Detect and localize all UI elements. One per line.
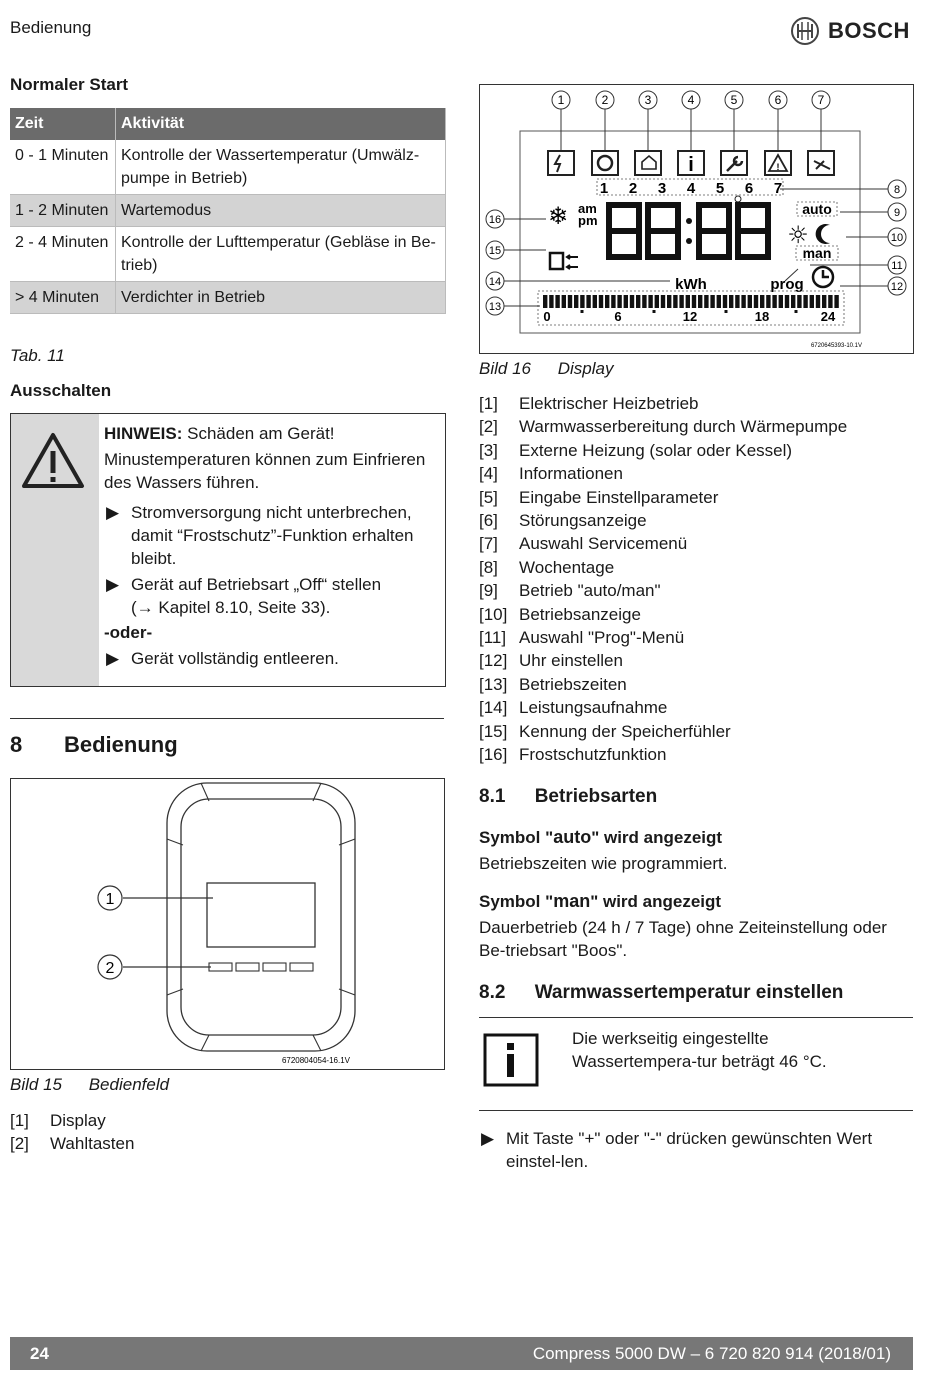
caption-text: Bedienfeld [88,1075,170,1094]
legend-text: Betrieb "auto/man" [519,581,661,601]
section-82-heading [479,982,843,1004]
control-panel-figure [10,778,445,1070]
legend-item [479,415,847,438]
time-segment [642,295,646,308]
legend-item [479,509,847,532]
callout-1-label: 1 [105,891,115,908]
info-icon [483,1033,539,1087]
time-segment [816,295,820,308]
section-number: 8 [10,732,23,757]
callout-2-label: 2 [601,93,609,107]
bullet-item [104,501,439,570]
heading-prefix: Symbol " [479,892,554,911]
heading-suffix: " wird angezeigt [590,892,722,911]
man-text: Dauerbetrieb (24 h / 7 Tage) ohne Zeiteinstellung oder Be-triebsart "Boos". [479,918,887,960]
time-segment [599,295,603,308]
display-figure [479,84,914,354]
legend-number: [11] [479,628,507,648]
fig15-caption [10,1073,169,1096]
legend-item [479,603,847,626]
legend-item [479,486,847,509]
callout-5-label: 5 [730,93,738,107]
auto-label: auto [802,201,832,217]
legend-item [10,1132,134,1155]
svg-text:!: ! [776,162,780,172]
callout-11-label: 11 [891,260,903,272]
section-81-heading [479,786,657,808]
legend-item [479,626,847,649]
legend-number: [12] [479,651,508,671]
time-segment [704,295,708,308]
legend-item [479,720,847,743]
legend-number: [8] [479,557,498,577]
time-segment [698,295,702,308]
legend-number: [2] [479,417,498,437]
legend-item [479,696,847,719]
legend-text: Wochentage [519,557,615,577]
legend-item [479,462,847,485]
bullet-item [104,647,439,670]
time-segment [828,295,832,308]
time-segment [611,295,615,308]
seven-segment-display [609,205,768,257]
legend-text: Betriebszeiten [519,674,627,694]
time-segment [555,295,559,308]
man-heading [479,890,721,913]
prog-label: prog [770,276,804,293]
bosch-armature-icon [790,16,820,46]
time-segment [710,295,714,308]
scale-tick-label: 18 [754,309,770,324]
legend-item [10,1109,134,1132]
legend-number: [5] [479,487,498,507]
warning-icon [21,432,85,490]
time-segment [735,295,739,308]
legend-item [479,556,847,579]
time-segment [772,295,776,308]
time-segment [605,295,609,308]
time-segment [729,295,733,308]
caption-number: Bild 15 [10,1075,62,1094]
section-title: Betriebsarten [534,786,658,807]
fig15-legend [10,1109,134,1156]
top-callouts [552,91,830,151]
kwh-label: kWh [675,276,707,293]
time-segment [679,295,683,308]
heading-prefix: Symbol " [479,828,554,847]
triangle-bullet-icon: ▶ [106,575,120,594]
triangle-bullet-icon: ▶ [106,503,120,522]
storage-sensor-icon [550,253,563,269]
scale-dot [653,310,656,313]
legend-text: Display [50,1111,106,1130]
legend-number: [9] [479,581,498,601]
legend-number: [3] [479,440,498,460]
time-segment [686,295,690,308]
scale-dot [581,310,584,313]
legend-number: [1] [479,394,498,413]
time-segment [785,295,789,308]
bullet-item [479,1127,926,1173]
bullet-item [104,573,439,619]
notice-title: Schäden am Gerät! [182,424,335,443]
legend-item [479,743,847,766]
callout-15-label: 15 [488,245,502,257]
bullet-text: Gerät auf Betriebsart „Off“ stellen [131,575,382,594]
callout-10-label: 10 [890,232,904,244]
legend-number: [1] [10,1111,29,1130]
start-table [10,108,446,314]
weekday-label: 1 [599,180,609,197]
bullet-text: Gerät vollständig entleeren. [131,649,339,668]
scale-tick-label: 12 [682,309,698,324]
operating-times-bar [543,295,839,308]
legend-number: [13] [479,674,508,694]
section-number: 8.2 [479,982,506,1003]
legend-text: Elektrischer Heizbetrieb [519,394,699,413]
auto-text: Betriebszeiten wie programmiert. [479,854,728,873]
fig16-caption [479,357,613,380]
time-segment [593,295,597,308]
time-segment [568,295,572,308]
time-segment [760,295,764,308]
legend-number: [15] [479,721,508,741]
external-heating-icon [635,151,661,175]
time-segment [667,295,671,308]
weekday-label: 2 [628,180,638,197]
man-symbol: man [553,891,591,911]
time-segment [692,295,696,308]
bullet-text: Stromversorgung nicht unterbrechen, damit “Frostschutz”-Funktion erhalten bleibt. [131,503,414,568]
weekday-label: 7 [773,180,783,197]
notice-sidebar [11,414,99,686]
triangle-bullet-icon: ▶ [481,1129,495,1148]
time-segment [574,295,578,308]
callout-13-label: 13 [488,301,502,313]
section-title: Bedienung [64,732,178,757]
info-rule-bottom [479,1110,913,1111]
bosch-logo [790,16,910,46]
legend-number: [14] [479,698,508,718]
table-cell: Wartemodus [116,195,446,227]
control-panel-drawing [11,779,444,1069]
table-cell: 2 - 4 Minuten [10,227,116,282]
fig16-legend [479,392,847,767]
caption-number: Bild 16 [479,359,531,378]
legend-text: Frostschutzfunktion [519,745,667,765]
bullet-text: Mit Taste "+" oder "-" drücken gewünschten Wert einstel-len. [506,1129,873,1171]
notice-label: HINWEIS: [104,424,183,443]
figure-code: 6720645393-10.1V [810,343,862,349]
table-cell: Kontrolle der Lufttemperatur (Gebläse in Be-trieb) [116,227,446,282]
section-number: 8.1 [479,786,506,807]
weekday-label: 4 [686,180,696,197]
oder-label: -oder- [104,623,153,642]
time-segment [617,295,621,308]
callout-4-label: 4 [687,93,695,107]
auto-symbol: auto [553,827,592,847]
page-number: 24 [30,1344,49,1363]
legend-number: [7] [479,534,498,554]
legend-item [479,532,847,555]
time-segment [723,295,727,308]
svg-text:i: i [688,154,694,176]
callout-3-label: 3 [644,93,652,107]
legend-number: [6] [479,511,498,531]
table-row [10,195,446,227]
legend-text: Auswahl "Prog"-Menü [519,628,685,648]
legend-text: Kennung der Speicherfühler [519,721,731,741]
info-rule-top [479,1017,913,1018]
time-segment [810,295,814,308]
time-segment [586,295,590,308]
heading-suffix: " wird angezeigt [591,828,723,847]
snowflake-icon: ❄ [547,202,569,230]
caption-text: Display [557,359,614,378]
moon-icon [816,224,830,244]
legend-text: Leistungsaufnahme [519,698,668,718]
table-row [10,140,446,195]
legend-number: [16] [479,745,508,765]
time-segment [754,295,758,308]
col-aktivitaet: Aktivität [116,108,446,140]
legend-text: Uhr einstellen [519,651,623,671]
time-segment [748,295,752,308]
callout-8-label: 8 [893,184,901,196]
time-segment [580,295,584,308]
legend-text: Informationen [519,464,623,484]
time-segment [803,295,807,308]
auto-heading [479,826,722,849]
scale-dot [725,310,728,313]
triangle-bullet-icon: ▶ [106,649,120,668]
info-text: Die werkseitig eingestellte Wassertempera-tur beträgt 46 °C. [572,1029,827,1071]
running-header: Bedienung [10,18,92,37]
document-reference: Compress 5000 DW – 6 720 820 914 (2018/01) [532,1344,891,1363]
callout-1-label: 1 [557,93,565,107]
normal-start-heading: Normaler Start [10,75,129,94]
section-rule [10,718,444,719]
weekday-label: 5 [715,180,725,197]
notice-box [10,413,446,687]
table-cell: Kontrolle der Wassertemperatur (Umwälz-pumpe in Betrieb) [116,140,446,195]
legend-text: Störungsanzeige [519,511,647,531]
brand-name: BOSCH [828,18,910,43]
legend-item [479,439,847,462]
sun-icon: ☼ [787,221,809,249]
legend-number: [10] [479,604,508,624]
time-segment [630,295,634,308]
time-segment [543,295,547,308]
time-segment [549,295,553,308]
notice-title-line [104,422,439,445]
table-cell: 1 - 2 Minuten [10,195,116,227]
heat-pump-icon [592,151,618,175]
callout-14-label: 14 [488,276,502,288]
legend-number: [4] [479,464,498,484]
time-segment [822,295,826,308]
legend-text: Wahltasten [50,1134,135,1154]
section-title: Warmwassertemperatur einstellen [534,982,844,1003]
scale-tick-label: 0 [543,309,551,324]
weekday-label: 6 [744,180,754,197]
weekday-label: 3 [657,180,667,197]
legend-text: Warmwasserbereitung durch Wärmepumpe [519,417,848,437]
callout-7-label: 7 [817,93,825,107]
callout-2-label: 2 [105,960,115,977]
time-segment [661,295,665,308]
time-segment [834,295,838,308]
page-footer [10,1337,913,1370]
callout-9-label: 9 [893,207,901,219]
man-label: man [802,245,832,261]
table-cell: Verdichter in Betrieb [116,282,446,314]
scale-tick-label: 24 [820,309,836,324]
time-segment [717,295,721,308]
time-segment [797,295,801,308]
table-cell: > 4 Minuten [10,282,116,314]
legend-text: Externe Heizung (solar oder Kessel) [519,440,793,460]
time-segment [562,295,566,308]
legend-number: [2] [10,1134,29,1154]
time-segment [636,295,640,308]
ausschalten-heading: Ausschalten [10,381,112,400]
legend-item [479,673,847,696]
legend-text: Auswahl Servicemenü [519,534,688,554]
table-header [10,108,446,140]
callout-6-label: 6 [774,93,782,107]
table-row [10,282,446,314]
scale-tick-label: 6 [614,309,622,324]
display-drawing [480,85,913,353]
time-segment [791,295,795,308]
time-segment [673,295,677,308]
legend-text: Eingabe Einstellparameter [519,487,719,507]
time-segment [766,295,770,308]
table-row [10,227,446,282]
chapter-reference: (→ Kapitel 8.10, Seite 33). [131,598,331,617]
callout-12-label: 12 [890,281,904,293]
legend-item [479,579,847,602]
table-cell: 0 - 1 Minuten [10,140,116,195]
legend-item [479,392,847,415]
legend-text: Betriebsanzeige [519,604,641,624]
time-segment [655,295,659,308]
weekday-row [600,180,782,197]
col-zeit: Zeit [10,108,116,140]
time-segment [741,295,745,308]
time-segment [779,295,783,308]
time-segment [648,295,652,308]
am-label: am [578,201,597,216]
time-segment [624,295,628,308]
table-caption: Tab. 11 [10,346,65,365]
figure-code: 6720804054-16.1V [281,1056,350,1065]
callout-16-label: 16 [488,214,502,226]
legend-item [479,649,847,672]
notice-text: Minustemperaturen können zum Einfrieren des Wassers führen. [104,450,426,492]
scale-dot [795,310,798,313]
time-scale [543,309,836,324]
pm-label: pm [578,213,598,228]
